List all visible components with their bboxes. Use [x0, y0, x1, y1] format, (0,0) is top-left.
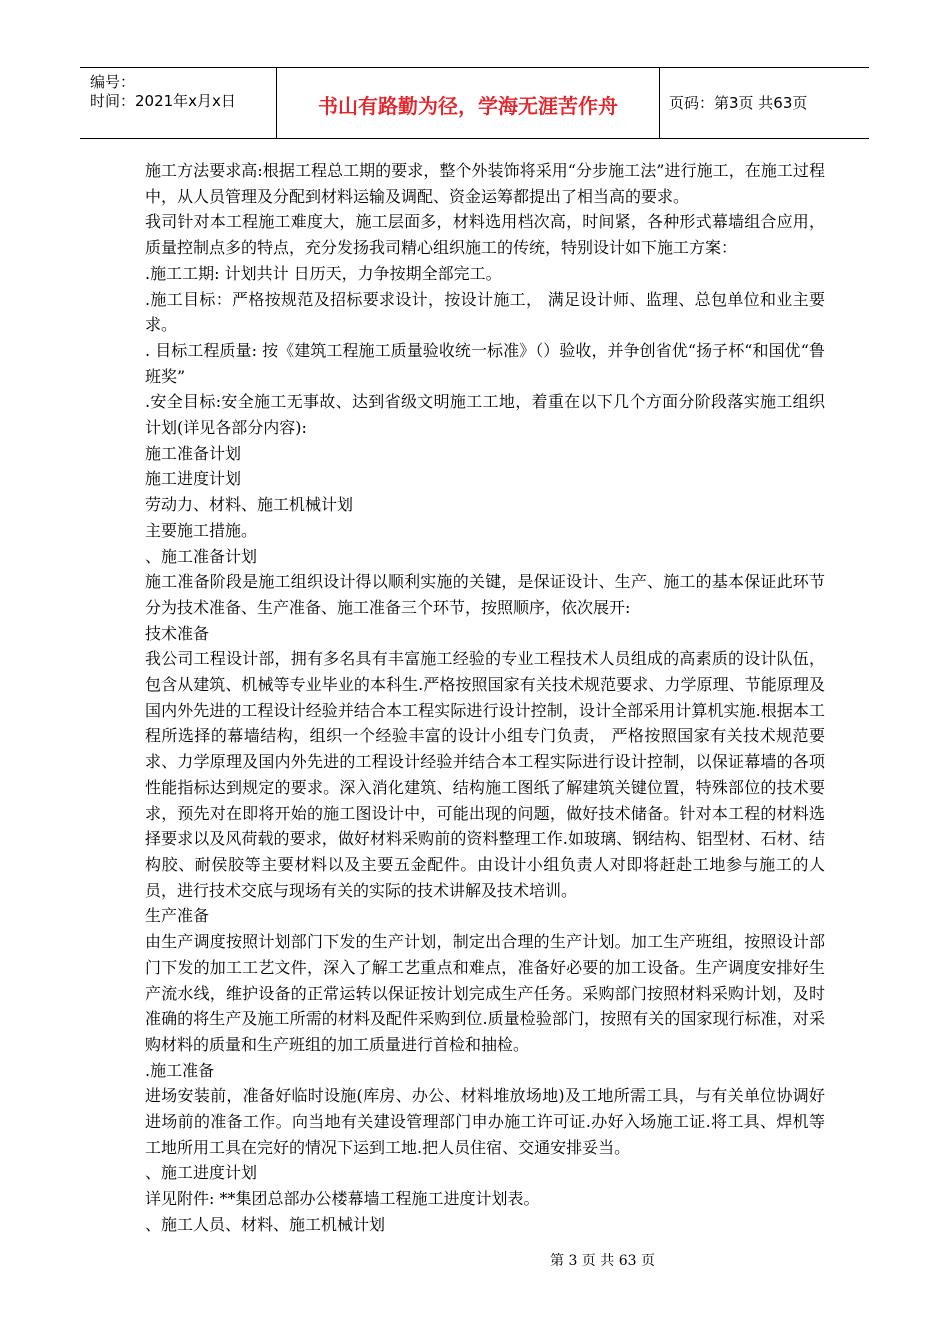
- header-page-cell: [660, 68, 869, 138]
- list-item: 主要施工措施。: [145, 520, 258, 540]
- section-heading: 、施工进度计划: [145, 1163, 258, 1183]
- paragraph: 详见附件: **集团总部办公楼幕墙工程施工进度计划表。: [145, 1189, 540, 1209]
- paragraph: 施工准备阶段是施工组织设计得以顺利实施的关键，是保证设计、生产、施工的基本保证此环节分为技术准备、生产准备、施工准备三个环节，按照顺序，依次展开:: [145, 572, 825, 617]
- paragraph: 我司针对本工程施工难度大，施工层面多，材料选用档次高，时间紧，各种形式幕墙组合应用，质量控制点多的特点，充分发扬我司精心组织施工的传统，特别设计如下施工方案：: [145, 212, 825, 258]
- section-heading: 、施工准备计划: [145, 546, 258, 566]
- header-motto: 书山有路勤为径，学海无涯苦作舟: [318, 94, 618, 118]
- paragraph: 由生产调度按照计划部门下发的生产计划，制定出合理的生产计划。加工生产班组，按照设计部门下发的加工工艺文件，深入了解工艺重点和难点，准备好必要的加工设备。生产调度安排好生产流水线，维护设备的正常运转以保证按计划完成生产任务。采购部门按照材料采购计划，及时准确的将生产及施工所需的材料及配件采购到位.质量检验部门，按照有关的国家现行标准，对采购材料的质量和生产班组的加工质量进行首检和抽检。: [145, 932, 825, 1054]
- list-item: 劳动力、材料、施工机械计划: [145, 495, 354, 515]
- paragraph: 施工方法要求高:根据工程总工期的要求，整个外装饰将采用“分步施工法”进行施工，在施工过程中，从人员管理及分配到材料运输及调配、资金运筹都提出了相当高的要求。: [145, 161, 825, 206]
- paragraph: .安全目标:安全施工无事故、达到省级文明施工工地，着重在以下几个方面分阶段落实施工组织计划(详见各部分内容):: [145, 392, 825, 438]
- paragraph: .施工目标：严格按规范及招标要求设计，按设计施工， 满足设计师、监理、总包单位和业主要求。: [145, 289, 825, 335]
- subsection-heading: 生产准备: [145, 906, 210, 926]
- header-page-info: 页码：第3页 共63页: [669, 94, 808, 112]
- section-heading: 、施工人员、材料、施工机械计划: [145, 1214, 386, 1234]
- paragraph: . 目标工程质量: 按《建筑工程施工质量验收统一标准》（）验收，并争创省优“扬子杯“和国优“鲁班奖”: [145, 340, 825, 386]
- document-number-label: 编号：: [90, 73, 136, 91]
- page-header: [80, 67, 869, 139]
- header-motto-cell: [277, 68, 660, 138]
- document-date-label: 时间：2021年x月x日: [90, 92, 236, 110]
- page-footer: 第 3 页 共 63 页: [550, 1253, 655, 1269]
- paragraph: 进场安装前，准备好临时设施(库房、办公、材料堆放场地)及工地所需工具，与有关单位协调好进场前的准备工作。向当地有关建设管理部门申办施工许可证.办好入场施工证.将工具、焊机等工地所用工具在完好的情况下运到工地.把人员住宿、交通安排妥当。: [145, 1086, 825, 1157]
- paragraph: 我公司工程设计部，拥有多名具有丰富施工经验的专业工程技术人员组成的高素质的设计队伍，包含从建筑、机械等专业毕业的本科生.严格按照国家有关技术规范要求、力学原理、节能原理及国内外先进的工程设计经验并结合本工程实际进行设计控制，设计全部采用计算机实施.根据本工程所选择的幕墙结构，组织一个经验丰富的设计小组专门负责， 严格按照国家有关技术规范要求、力学原理及国内外先进的工程设计经验并结合本工程实际进行设计控制，以保证幕墙的各项性能指标达到规定的要求。深入消化建筑、结构施工图纸了解建筑关键位置，特殊部位的技术要求，预先对在即将开始的施工图设计中，可能出现的问题，做好技术储备。针对本工程的材料选择要求以及风荷载的要求，做好材料采购前的资料整理工作.如玻璃、钢结构、铝型材、石材、结构胶、耐侯胶等主要材料以及主要五金配件。由设计小组负责人对即将赶赴工地参与施工的人员，进行技术交底与现场有关的实际的技术讲解及技术培训。: [145, 649, 825, 900]
- document-body: [145, 158, 825, 1238]
- subsection-heading: 技术准备: [145, 623, 210, 643]
- header-meta-cell: [80, 68, 277, 138]
- paragraph: .施工工期: 计划共计 日历天，力争按期全部完工。: [145, 263, 502, 283]
- list-item: 施工准备计划: [145, 443, 242, 463]
- subsection-heading: .施工准备: [145, 1060, 215, 1080]
- list-item: 施工进度计划: [145, 469, 242, 489]
